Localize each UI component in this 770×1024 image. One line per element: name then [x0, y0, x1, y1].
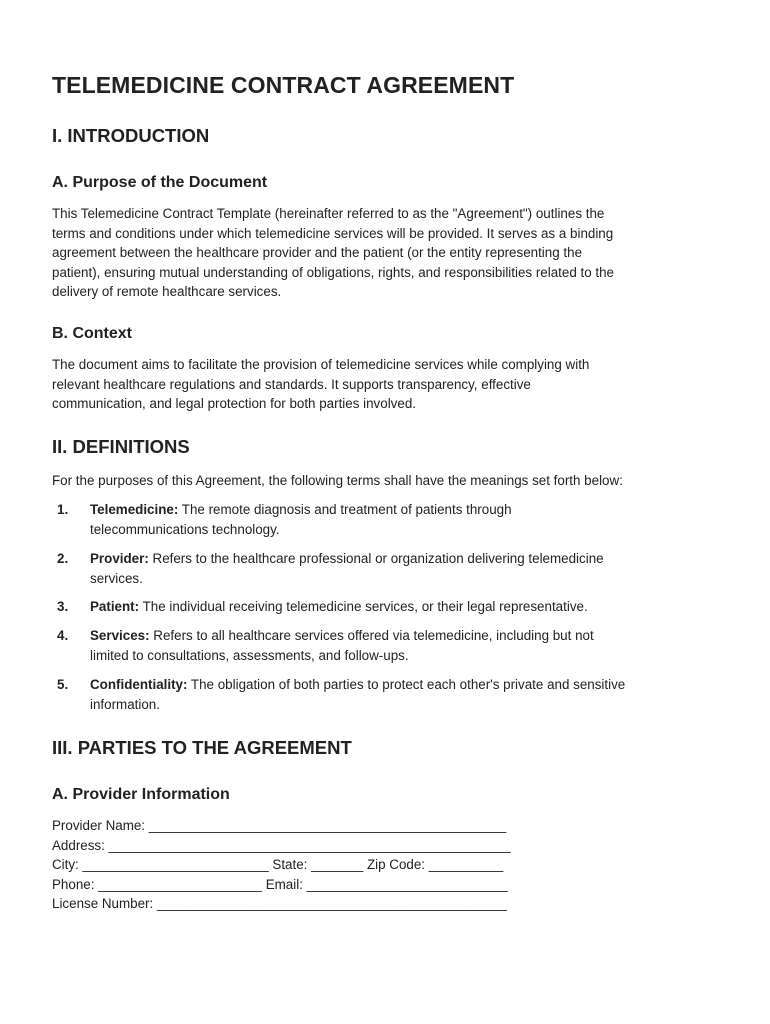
- definition-term: Telemedicine:: [90, 502, 179, 517]
- phone-email-field[interactable]: Phone: ______________________ Email: ___________________________: [52, 876, 508, 892]
- definition-text: The obligation of both parties to protect each other's private and sensitive: [187, 677, 626, 692]
- document-title: TELEMEDICINE CONTRACT AGREEMENT: [52, 72, 515, 98]
- section-heading-parties: III. PARTIES TO THE AGREEMENT: [52, 737, 352, 758]
- section-heading-introduction: I. INTRODUCTION: [52, 125, 210, 146]
- list-item-number: 4.: [57, 628, 69, 643]
- subheading-provider-information: A. Provider Information: [52, 786, 230, 803]
- purpose-line: delivery of remote healthcare services.: [52, 284, 282, 300]
- provider-name-field[interactable]: Provider Name: ________________________________________________: [52, 818, 507, 833]
- list-item-body: [90, 675, 730, 714]
- definition-text: The individual receiving telemedicine services, or their legal representative.: [139, 599, 588, 614]
- purpose-paragraph: [52, 204, 717, 302]
- city-state-zip-field[interactable]: City: _________________________ State: _______ Zip Code: __________: [52, 857, 504, 873]
- list-item-body: [90, 626, 730, 665]
- definition-term: Patient:: [90, 599, 140, 614]
- license-number-field[interactable]: License Number: _______________________________________________: [52, 896, 507, 912]
- purpose-line: terms and conditions under which telemedicine services will be provided. It serves as a binding: [52, 225, 614, 241]
- purpose-line: agreement between the healthcare provider and the patient (or the entity representing the: [52, 245, 583, 261]
- list-item-body: [90, 549, 730, 588]
- subheading-context: B. Context: [52, 325, 132, 342]
- context-paragraph: [52, 355, 717, 414]
- address-field[interactable]: Address: ______________________________________________________: [52, 837, 511, 853]
- list-item-number: 5.: [57, 677, 69, 692]
- definition-text-continued: services.: [90, 570, 143, 586]
- definition-text-continued: limited to consultations, assessments, and follow-ups.: [90, 647, 409, 663]
- list-item-number: 1.: [57, 502, 69, 517]
- list-item-body: [90, 597, 730, 617]
- definition-text-continued: telecommunications technology.: [90, 521, 280, 537]
- list-item-body: [90, 500, 730, 539]
- provider-info-form: [52, 816, 511, 914]
- subheading-purpose: A. Purpose of the Document: [52, 174, 268, 191]
- definition-text: Refers to all healthcare services offered via telemedicine, including but not: [149, 628, 594, 643]
- definitions-intro: [52, 471, 717, 491]
- definition-text: Refers to the healthcare professional or organization delivering telemedicine: [148, 551, 604, 566]
- context-line: communication, and legal protection for both parties involved.: [52, 396, 416, 412]
- list-item-number: 3.: [57, 599, 69, 614]
- definitions-intro-line: For the purposes of this Agreement, the following terms shall have the meanings set forth below:: [52, 473, 623, 488]
- list-item-number: 2.: [57, 551, 69, 566]
- section-heading-definitions: II. DEFINITIONS: [52, 436, 190, 457]
- purpose-line: patient), ensuring mutual understanding of obligations, rights, and responsibilities related to the: [52, 264, 615, 280]
- context-line: relevant healthcare regulations and standards. It supports transparency, effective: [52, 376, 531, 392]
- definition-term: Services:: [90, 628, 150, 643]
- purpose-line: This Telemedicine Contract Template (hereinafter referred to as the "Agreement") outlines the: [52, 206, 605, 221]
- context-line: The document aims to facilitate the provision of telemedicine services while complying with: [52, 357, 590, 372]
- definition-text-continued: information.: [90, 696, 160, 712]
- definition-term: Provider:: [90, 551, 149, 566]
- definition-term: Confidentiality:: [90, 677, 188, 692]
- definition-text: The remote diagnosis and treatment of patients through: [178, 502, 512, 517]
